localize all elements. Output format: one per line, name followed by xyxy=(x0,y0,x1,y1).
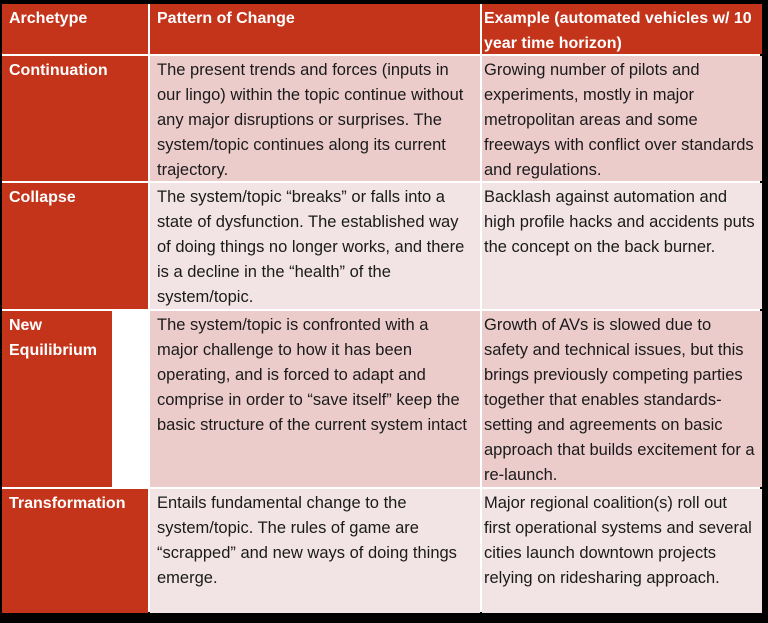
example-transformation: Major regional coalition(s) roll out first operational systems and several cities launch downtown projects relying on ridesharing approach. xyxy=(482,489,762,613)
pattern-collapse: The system/topic “breaks” or falls into a state of dysfunction. The established way of doing things no longer works, and there is a decline in the “health” of the system/topic. xyxy=(150,183,480,309)
archetype-collapse: Collapse xyxy=(2,183,148,309)
header-pattern-of-change: Pattern of Change xyxy=(150,4,480,54)
archetypes-table xyxy=(2,4,760,612)
pattern-transformation: Entails fundamental change to the system/topic. The rules of game are “scrapped” and new ways of doing things emerge. xyxy=(150,489,480,613)
archetype-transformation: Transformation xyxy=(2,489,148,613)
header-archetype: Archetype xyxy=(2,4,148,54)
pattern-new-equilibrium: The system/topic is confronted with a major challenge to how it has been operating, and is forced to adapt and comprise in order to “save itself” keep the basic structure of the current system intact xyxy=(150,311,480,487)
example-new-equilibrium: Growth of AVs is slowed due to safety and technical issues, but this brings previously competing parties together that enables standards-setting and agreements on basic approach that builds excitement for a re-launch. xyxy=(482,311,762,487)
archetype-new-equilibrium: New Equilibrium xyxy=(2,311,112,487)
example-continuation: Growing number of pilots and experiments, mostly in major metropolitan areas and some freeways with conflict over standards and regulations. xyxy=(482,56,762,181)
archetype-continuation: Continuation xyxy=(2,56,148,181)
example-collapse: Backlash against automation and high profile hacks and accidents puts the concept on the back burner. xyxy=(482,183,762,309)
header-example: Example (automated vehicles w/ 10 year time horizon) xyxy=(482,4,762,54)
pattern-continuation: The present trends and forces (inputs in our lingo) within the topic continue without any major disruptions or surprises. The system/topic continues along its current trajectory. xyxy=(150,56,480,181)
